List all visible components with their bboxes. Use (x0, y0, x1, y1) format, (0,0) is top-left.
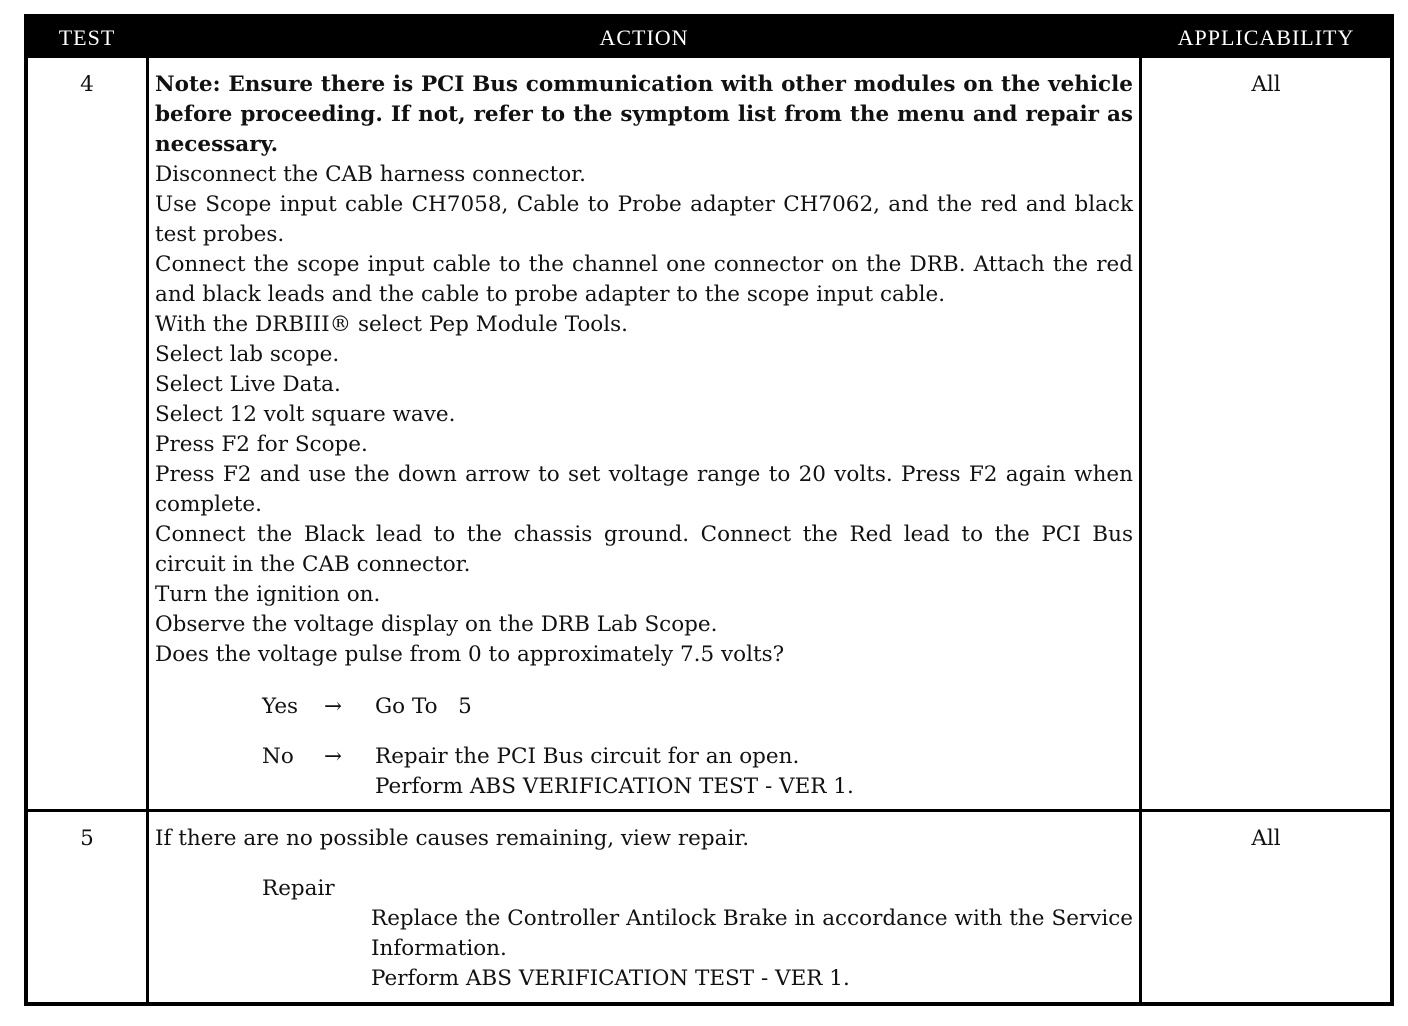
no-label: No (262, 744, 294, 769)
step: Observe the voltage display on the DRB Lab Scope. (155, 612, 718, 637)
step: Turn the ignition on. (155, 582, 381, 607)
repair-verification: Perform ABS VERIFICATION TEST - VER 1. (371, 966, 850, 991)
header-test: TEST (58, 25, 116, 50)
row-4-applicability: All (1251, 72, 1281, 97)
row-4-action (155, 70, 1133, 670)
row-divider (28, 809, 1390, 812)
step: Connect the scope input cable to the channel one connector on the DRB. Attach the red and black leads and the cable to probe adapter to the scope input cable. (155, 252, 1133, 307)
yes-label: Yes (262, 694, 299, 719)
step: Connect the Black lead to the chassis ground. Connect the Red lead to the PCI Bus circuit in the CAB connector. (155, 522, 1133, 577)
column-divider (1139, 58, 1142, 1002)
row-5-applicability: All (1251, 826, 1281, 851)
diagnostic-table (24, 14, 1394, 1006)
row-5-intro: If there are no possible causes remaining, view repair. (155, 826, 750, 851)
step: Select 12 volt square wave. (155, 402, 456, 427)
repair-label: Repair (262, 876, 335, 901)
step: Press F2 for Scope. (155, 432, 368, 457)
step: Disconnect the CAB harness connector. (155, 162, 586, 187)
yes-action: Go To 5 (375, 694, 472, 719)
step: Use Scope input cable CH7058, Cable to Probe adapter CH7062, and the red and black test probes. (155, 192, 1133, 247)
header-action: ACTION (599, 25, 689, 50)
step: With the DRBIII® select Pep Module Tools. (155, 312, 628, 337)
step: Select lab scope. (155, 342, 340, 367)
row-5-test-number: 5 (80, 826, 94, 851)
step: Does the voltage pulse from 0 to approximately 7.5 volts? (155, 642, 785, 667)
step: Press F2 and use the down arrow to set voltage range to 20 volts. Press F2 again when complete. (155, 462, 1133, 517)
table-header (28, 18, 1390, 58)
yes-arrow-icon: → (324, 694, 343, 719)
repair-instructions: Replace the Controller Antilock Brake in accordance with the Service Information. (371, 906, 1133, 961)
row-4-test-number: 4 (80, 72, 94, 97)
header-applicability: APPLICABILITY (1177, 25, 1355, 50)
no-action-verify: Perform ABS VERIFICATION TEST - VER 1. (375, 774, 854, 799)
column-divider (146, 58, 149, 1002)
row-4-note: Note: Ensure there is PCI Bus communication with other modules on the vehicle before proceeding. If not, refer to the symptom list from the menu and repair as necessary. (155, 72, 1133, 157)
no-action-repair: Repair the PCI Bus circuit for an open. (375, 744, 800, 769)
no-arrow-icon: → (324, 744, 343, 769)
step: Select Live Data. (155, 372, 341, 397)
